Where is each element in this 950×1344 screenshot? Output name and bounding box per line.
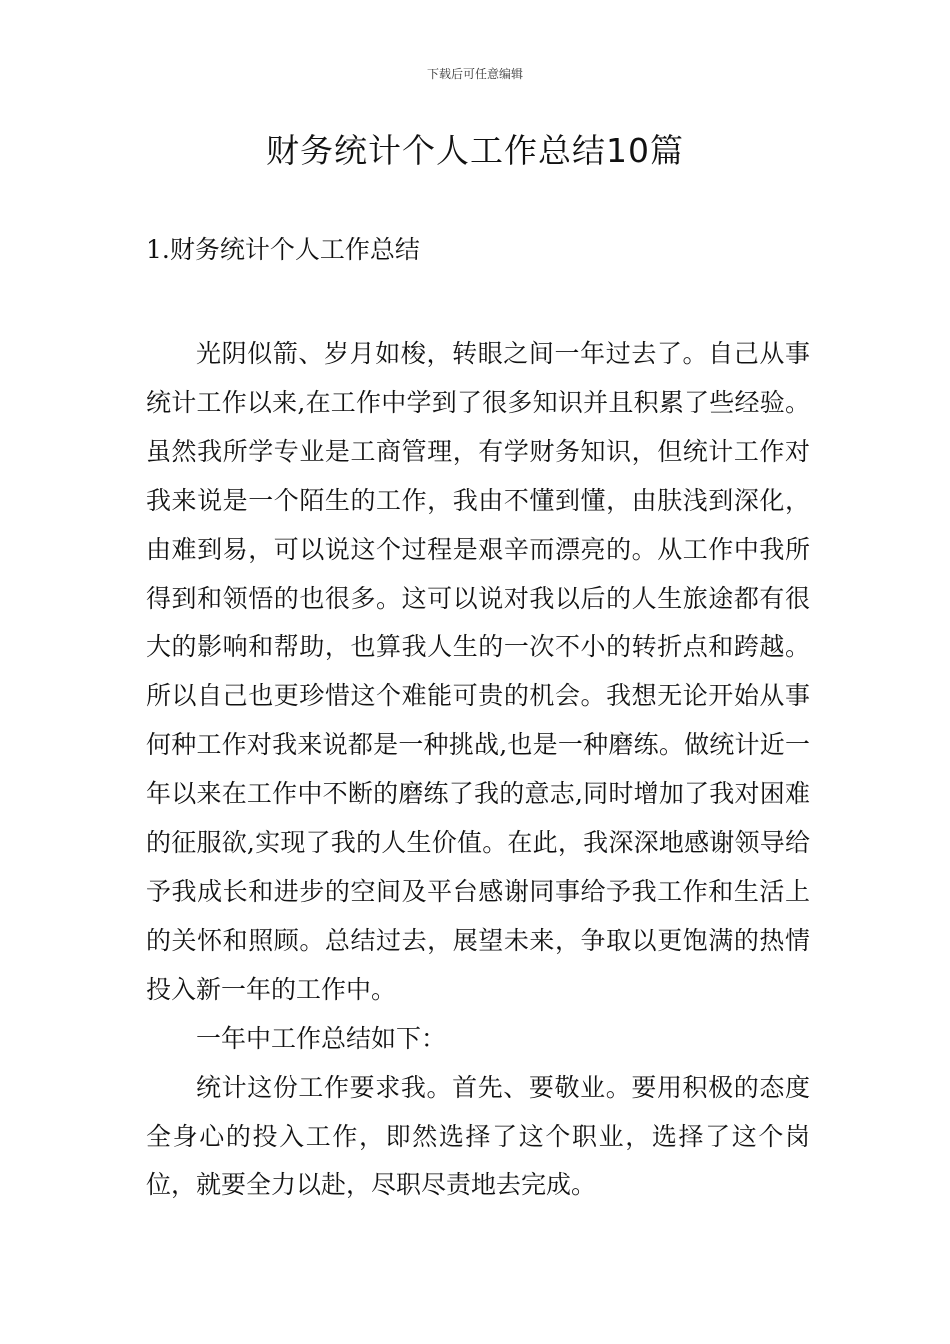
header-note: 下载后可任意编辑 xyxy=(426,67,523,81)
paragraph-summary-lead: 一年中工作总结如下： xyxy=(196,1023,447,1053)
document-title: 财务统计个人工作总结10篇 xyxy=(266,131,684,170)
paragraph-intro: 光阴似箭、岁月如梭，转眼之间一年过去了。自己从事统计工作以来,在工作中学到了很多知识并且积累了些经验。虽然我所学专业是工商管理，有学财务知识，但统计工作对我来说是一个陌生的工作，我由不懂到懂，由肤浅到深化，由难到易，可以说这个过程是艰辛而漂亮的。从工作中我所得到和领悟的也很多。这可以说对我以后的人生旅途都有很大的影响和帮助，也算我人生的一次不小的转折点和跨越。所以自己也更珍惜这个难能可贵的机会。我想无论开始从事何种工作对我来说都是一种挑战,也是一种磨练。做统计近一年以来在工作中不断的磨练了我的意志,同时增加了我对困难的征服欲,实现了我的人生价值。在此，我深深地感谢领导给予我成长和进步的空间及平台感谢同事给予我工作和生活上的关怀和照顾。总结过去，展望未来，争取以更饱满的热情投入新一年的工作中。 xyxy=(146,339,810,1004)
paragraph-dedication: 统计这份工作要求我。首先、要敬业。要用积极的态度全身心的投入工作，即然选择了这个职业，选择了这个岗位，就要全力以赴，尽职尽责地去完成。 xyxy=(146,1072,810,1200)
section-heading: 1.财务统计个人工作总结 xyxy=(146,235,420,264)
body-text xyxy=(146,330,810,1210)
